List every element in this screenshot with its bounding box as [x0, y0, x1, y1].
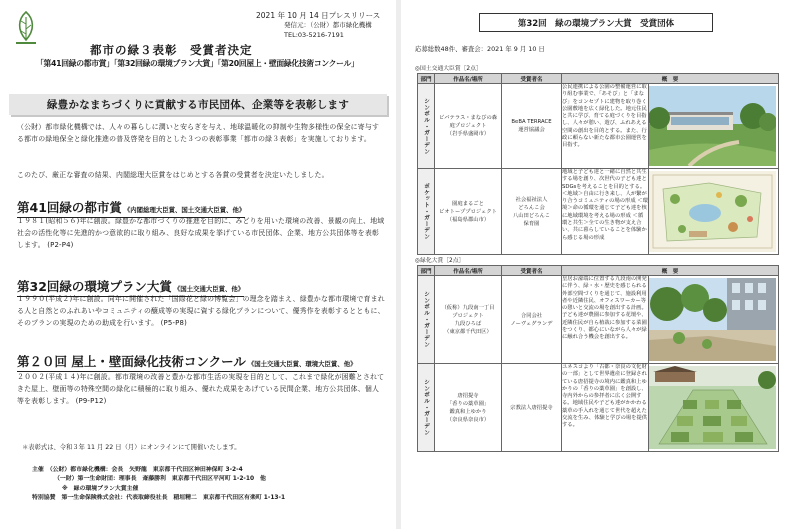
division-cell [418, 84, 435, 169]
section-text: ２００２(平成１４)年に創設。都市環境の改善と豊かな都市生活の実現を目的として、これまで緑化が困難とされてきた屋上、壁面等の特殊空間の緑化に積極的に取り組み、優れた成果をあげている民間企業、地方公共団体、個人等を表彰します。 [17, 373, 385, 405]
release-date: 2021 年 10 月 14 日プレスリリース [256, 11, 381, 20]
division-cell [418, 169, 435, 255]
winner-name: 保育園 [523, 220, 540, 227]
footer-row [32, 494, 285, 503]
section-subtitle: 《国土交通大臣賞、他》 [173, 285, 245, 293]
section-body-rooftop-contest [17, 371, 385, 407]
table-header-row [418, 266, 779, 276]
section-heading-rooftop-contest [17, 351, 357, 372]
division-label: ポケット・ガーデン [422, 183, 429, 240]
winners-table-greening-award [417, 265, 779, 452]
summary-cell: 公民連携による公園の整備運営に取り組む事業で、「あそび」と「まなび」をコンセプトに建物を取り巻く公園敷地を広く緑化した。地元住民と共に学び、育てる庭づくりを目指し、人々が憩い、遊び、ふれあえる空間の創出を目的とする。また、行政に頼らない新たな都市公園運営を目指す。 [562, 84, 649, 169]
work-location: （奈良県奈良市） [446, 416, 490, 423]
footer-label: 主催 [32, 467, 44, 473]
organizer-footer [32, 466, 285, 504]
footer-text: （一財）第一生命財団：理事長 斎藤勝利 東京都千代田区平河町 1-2-10 他 [54, 476, 266, 483]
work-name: プロジェクト [452, 312, 484, 319]
photo-cell [649, 276, 779, 364]
division-label: シンボル・ガーデン [422, 97, 429, 155]
headline-banner: 緑豊かなまちづくりに貢献する市民団体、企業等を表彰します [9, 94, 387, 115]
press-release-page [0, 0, 396, 529]
work-name: 庭プロジェクト [449, 123, 487, 129]
page-reference: (P9-P12) [75, 397, 107, 405]
photo-cell [649, 84, 779, 169]
footer-row [32, 485, 285, 494]
division-cell [418, 276, 435, 364]
section-text: １９９０(平成２)年に創設。同年に開催された「国際花と緑の博覧会」の理念を踏まえ、緑豊かな都市環境で育まれる人と自然とのふれあいやコミュニティの醸成等の実現に資する緑化プランについて、優秀作を表彰するとともに、そのプランの実現のための助成を行います。 [17, 295, 385, 327]
intro-paragraph-2: このたび、厳正な審査の結果、内閣総理大臣賞をはじめとする各賞の受賞者を決定いたしました。 [17, 171, 329, 179]
leaf-logo-icon [11, 9, 41, 47]
park-photo [649, 86, 776, 166]
plaza-rendering [649, 278, 776, 361]
ceremony-note: ＊表彰式は、令和３年 11 月 22 日（月）にオンラインにて開催いたします。 [22, 444, 241, 451]
winner-cell [502, 84, 562, 169]
column-header-winner: 受賞者名 [502, 74, 562, 84]
herb-garden-rendering [649, 366, 776, 449]
table-row [418, 169, 779, 255]
work-cell [435, 84, 502, 169]
table-row [418, 364, 779, 452]
work-location: （福島県郡山市） [446, 216, 490, 223]
work-name: ビバテラス・まなびの森 [438, 115, 498, 121]
winner-cell [502, 276, 562, 364]
column-header-division: 部門 [418, 74, 435, 84]
winner-name: 合同会社 [520, 312, 543, 319]
page-reference: (P5-P8) [160, 319, 187, 327]
column-header-summary: 概 要 [562, 74, 779, 84]
footer-row [32, 475, 285, 484]
intro-paragraph-1: （公財）都市緑化機構では、人々の暮らしに潤いと安らぎを与え、地球温暖化の抑制や生物多様性の保全に寄与する都市の緑地保全と緑化推進の普及啓発を目的とした３つの表彰事業「都市の緑３表彰」を実施しております。 [17, 123, 380, 143]
work-cell [435, 364, 502, 452]
winner-name: 社会福祉法人 [515, 196, 548, 203]
summary-cell: 地域と子ども達と一緒に自然と共生する場を創り、次世代の子ども達とSDGsを考えることを目的とする。＜地域＞自由に行き来し、人が繋がり合うコミュニティの場の形成 ＜環境＞命の循環を通じて子ども達を核に地域環境を考える場の形成 ＜循環と共生＞全ての生き物が支え合い、共に暮らしていることを体験から感じる場の形成 [562, 169, 649, 255]
column-header-winner: 受賞者名 [502, 266, 562, 276]
photo-cell [649, 169, 779, 255]
winner-name: ノーヴェグランデ [510, 320, 553, 327]
winner-cell [502, 364, 562, 452]
work-cell [435, 169, 502, 255]
summary-cell: 皇居お濠端に位置する九段南の開発に伴う、緑・水・歴史を感じられる外部空間づくりを通じて、施設利用者や近隣住民、オフィスワーカー等の憩いと交流の場を創出する計画。子ども達が農園に参加する花壇や、近隣住民が自ら植栽に参加する菜園をつくり、都心にいながら人々が緑に触れ合う機会を創出する。 [562, 276, 649, 364]
table-row [418, 276, 779, 364]
column-header-summary: 概 要 [562, 266, 779, 276]
issuer-name: 発信元：（公財）都市緑化機構 [284, 21, 372, 29]
table-row [418, 84, 779, 169]
winner-cell [502, 169, 562, 255]
winner-name: 八山田どろんこ [512, 212, 551, 219]
work-name: 九段ひろば [454, 320, 482, 327]
work-cell [435, 276, 502, 364]
work-location: （岩手県盛岡市） [446, 131, 490, 137]
section-title: 第２０回 屋上・壁面緑化技術コンクール [17, 354, 246, 369]
summary-cell: ユネスコより「古都・奈良の文化財の一部」として世界遺産に登録されている唐招提寺の境内に鑑真和上ゆかりの「香りの薬草園」を創設し、寺内外からの参拝者に広く公開する。地域住民や子ども達がかかわる薬草の手入れを通じて世代を超えた交流を生み、体験と学びの場を提供する。 [562, 364, 649, 452]
work-name: ビオトーププロジェクト [439, 208, 497, 215]
section-title: 第41回緑の都市賞 [17, 200, 122, 215]
column-header-work: 作品名/場所 [435, 266, 502, 276]
award-list: 「第41回緑の都市賞」「第32回緑の環境プラン大賞」「第20回屋上・壁面緑化技術コンクール」 [36, 59, 359, 68]
section-title: 第32回緑の環境プラン大賞 [17, 279, 172, 294]
work-name: 園庭まるごと [452, 200, 484, 207]
issuer-info [284, 21, 372, 40]
work-name: （仮称）九段南一丁目 [441, 304, 495, 311]
column-header-division: 部門 [418, 266, 435, 276]
work-location: （東京都千代田区） [444, 328, 492, 335]
section-text: １９８１(昭和５６)年に創設。緑豊かな都市づくりの推進を目的に、みどりを用いた環境の改善、景観の向上、地域社会の活性化等に先進的かつ意欲的に取り組み、良好な成果を挙げている市民団体、企業、地方公共団体等を表彰します。 [17, 217, 385, 249]
winners-table-mlit-award [417, 73, 779, 255]
footer-text: 第一生命保険株式会社：代表取締役社長 稲垣精二 東京都千代田区有楽町 1-13-1 [61, 495, 286, 502]
work-name: 鑑真和上ゆかり [449, 408, 487, 415]
division-cell [418, 364, 435, 452]
winners-title: 第32回 緑の環境プラン大賞 受賞団体 [479, 13, 713, 32]
entry-stats: 応募総数48件、審査会：2021 年 9 月 10 日 [415, 45, 545, 53]
footer-text: ※ 緑の環境プラン大賞主催 [62, 485, 139, 492]
category-label-mlit-award: ◎国土交通大臣賞［2点］ [415, 66, 482, 72]
winner-name: 運営協議会 [518, 127, 545, 133]
category-label-greening-award: ◎緑化大賞［2点］ [415, 258, 465, 264]
division-label: シンボル・ガーデン [422, 291, 429, 348]
winner-name: 宗教法人唐招提寺 [510, 404, 553, 411]
section-subtitle: 《国土交通大臣賞、環境大臣賞、他》 [247, 360, 357, 368]
winners-page [401, 0, 793, 529]
winner-name: どろんこ会 [518, 204, 545, 211]
page-reference: (P2-P4) [47, 241, 74, 249]
section-body-green-city-award [17, 215, 385, 251]
work-name: 唐招提寺 [457, 392, 479, 399]
section-subtitle: 《内閣総理大臣賞、国土交通大臣賞、他》 [123, 206, 246, 214]
footer-row [32, 466, 285, 475]
biotope-plan-illustration [649, 171, 776, 252]
issuer-phone: TEL:03-5216-7191 [284, 30, 344, 39]
footer-label: 特別協賛 [32, 495, 56, 502]
photo-cell [649, 364, 779, 452]
table-header-row [418, 74, 779, 84]
division-label: シンボル・ガーデン [422, 379, 429, 436]
work-name: 「香りの薬草園」 [446, 400, 490, 407]
winner-name: BeBA TERRACE [511, 119, 552, 125]
column-header-work: 作品名/場所 [435, 74, 502, 84]
footer-text: （公財）都市緑化機構：会長 矢野龍 東京都千代田区神田神保町 3-2-4 [49, 467, 243, 473]
page-title: 都市の緑３表彰 受賞者決定 [90, 43, 253, 57]
section-body-green-plan-award [17, 293, 385, 329]
